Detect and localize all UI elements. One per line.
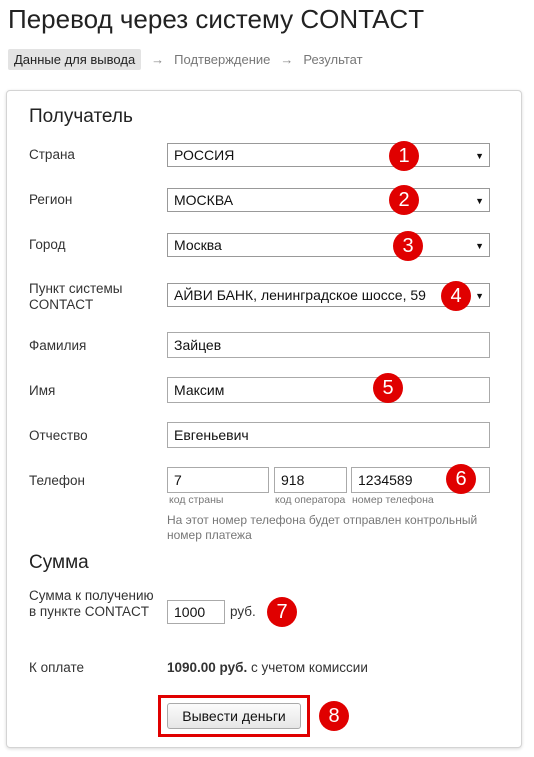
operator-code-caption: код оператора bbox=[275, 494, 346, 506]
point-value: АЙВИ БАНК, ленинградское шоссе, 59 bbox=[174, 287, 426, 303]
pay-value: 1090.00 руб. bbox=[167, 660, 248, 675]
point-label: Пункт системы CONTACT bbox=[29, 281, 123, 312]
chevron-down-icon: ▼ bbox=[475, 151, 484, 161]
amount-heading: Сумма bbox=[29, 552, 89, 573]
phone-hint: На этот номер телефона будет отправлен контрольный номер платежа bbox=[167, 513, 478, 542]
pay-note: с учетом комиссии bbox=[250, 660, 368, 675]
withdraw-button[interactable]: Вывести деньги bbox=[167, 703, 301, 729]
pay-amount bbox=[167, 660, 368, 676]
pay-label: К оплате bbox=[29, 660, 85, 675]
receive-amount-input[interactable] bbox=[167, 600, 225, 624]
chevron-down-icon: ▼ bbox=[475, 196, 484, 206]
city-label: Город bbox=[29, 237, 66, 252]
arrow-icon: → bbox=[280, 51, 294, 67]
currency-label: руб. bbox=[230, 604, 256, 619]
badge-7: 7 bbox=[267, 597, 297, 627]
recipient-heading: Получатель bbox=[29, 106, 133, 127]
phone-operator-code-input[interactable] bbox=[274, 467, 347, 493]
chevron-down-icon: ▼ bbox=[475, 241, 484, 251]
page-title: Перевод через систему CONTACT bbox=[8, 4, 425, 34]
breadcrumb bbox=[8, 48, 363, 70]
country-value: РОССИЯ bbox=[174, 147, 235, 163]
city-select[interactable] bbox=[167, 233, 490, 257]
country-label: Страна bbox=[29, 147, 75, 162]
badge-8: 8 bbox=[319, 701, 349, 731]
phone-country-code-input[interactable] bbox=[167, 467, 269, 493]
phone-label: Телефон bbox=[29, 473, 86, 488]
surname-label: Фамилия bbox=[29, 338, 87, 353]
step-confirmation: Подтверждение bbox=[174, 51, 271, 67]
patronymic-label: Отчество bbox=[29, 428, 88, 443]
badge-4: 4 bbox=[441, 281, 471, 311]
region-label: Регион bbox=[29, 192, 73, 207]
step-result: Результат bbox=[303, 51, 363, 67]
chevron-down-icon: ▼ bbox=[475, 291, 484, 301]
badge-1: 1 bbox=[389, 141, 419, 171]
patronymic-input[interactable] bbox=[167, 422, 490, 448]
city-value: Москва bbox=[174, 237, 222, 253]
name-label: Имя bbox=[29, 383, 56, 398]
badge-6: 6 bbox=[446, 464, 476, 494]
transfer-form bbox=[6, 90, 522, 748]
region-value: МОСКВА bbox=[174, 192, 234, 208]
region-select[interactable] bbox=[167, 188, 490, 212]
number-caption: номер телефона bbox=[352, 494, 434, 506]
country-select[interactable] bbox=[167, 143, 490, 167]
arrow-icon: → bbox=[151, 51, 165, 67]
badge-5: 5 bbox=[373, 373, 403, 403]
name-input[interactable] bbox=[167, 377, 490, 403]
badge-3: 3 bbox=[393, 231, 423, 261]
receive-amount-label: Сумма к получению в пункте CONTACT bbox=[29, 588, 154, 619]
country-code-caption: код страны bbox=[169, 494, 224, 506]
badge-2: 2 bbox=[389, 185, 419, 215]
surname-input[interactable] bbox=[167, 332, 490, 358]
step-data: Данные для вывода bbox=[8, 49, 141, 70]
